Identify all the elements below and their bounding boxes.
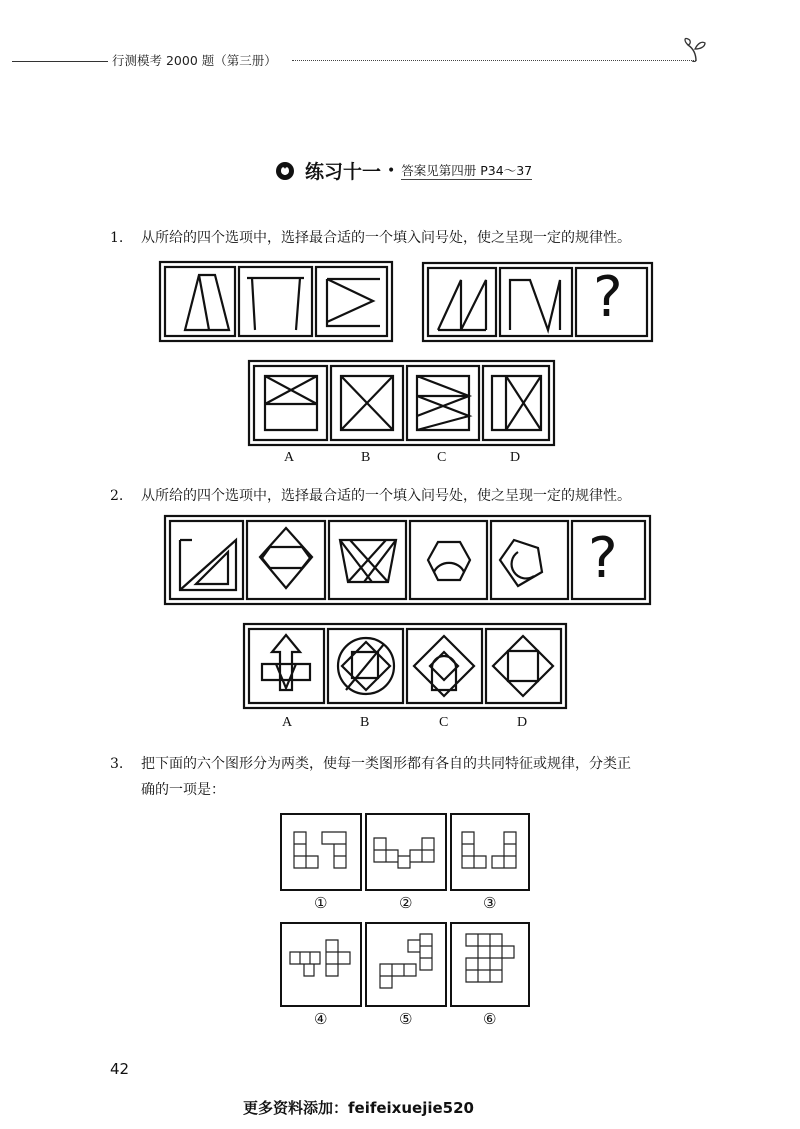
q3-label-3: ③ <box>483 894 497 912</box>
running-header-title: 行测模考 2000 题（第三册） <box>112 53 277 68</box>
q3-fig1 <box>281 814 361 890</box>
question-text-line2: 确的一项是： <box>141 782 225 798</box>
answer-reference: 答案见第四册 P34～37 <box>401 163 533 178</box>
q3-label-2: ② <box>399 894 413 912</box>
question-number: 1. <box>110 230 124 246</box>
section-dot: • <box>387 162 396 179</box>
footer-contact: 更多资料添加：feifeixuejie520 <box>243 1099 474 1117</box>
question-text: 从所给的四个选项中，选择最合适的一个填入问号处，使之呈现一定的规律性。 <box>141 488 631 504</box>
question-text-line1: 把下面的六个图形分为两类，使每一类图形都有各自的共同特征或规律，分类正 <box>141 756 631 772</box>
q3-label-1: ① <box>314 894 328 912</box>
question-number: 3. <box>110 756 124 772</box>
q1-label-b: B <box>361 450 371 465</box>
q3-label-5: ⑤ <box>399 1010 413 1028</box>
section-title: 练习十一 <box>305 161 382 183</box>
q2-label-b: B <box>360 715 370 730</box>
q3-fig3 <box>451 814 529 890</box>
question-text: 从所给的四个选项中，选择最合适的一个填入问号处，使之呈现一定的规律性。 <box>141 230 631 246</box>
q1-question-mark: ? <box>593 265 623 330</box>
q1-label-a: A <box>284 450 295 465</box>
q1-label-c: C <box>437 450 447 465</box>
page-number: 42 <box>110 1060 130 1078</box>
question-number: 2. <box>110 488 124 504</box>
q2-label-d: D <box>517 715 528 730</box>
q2-label-c: C <box>439 715 449 730</box>
q1-label-d: D <box>510 450 521 465</box>
q2-label-a: A <box>282 715 293 730</box>
q2-question-mark: ? <box>588 526 618 591</box>
q3-label-4: ④ <box>314 1010 328 1028</box>
q3-label-6: ⑥ <box>483 1010 497 1028</box>
